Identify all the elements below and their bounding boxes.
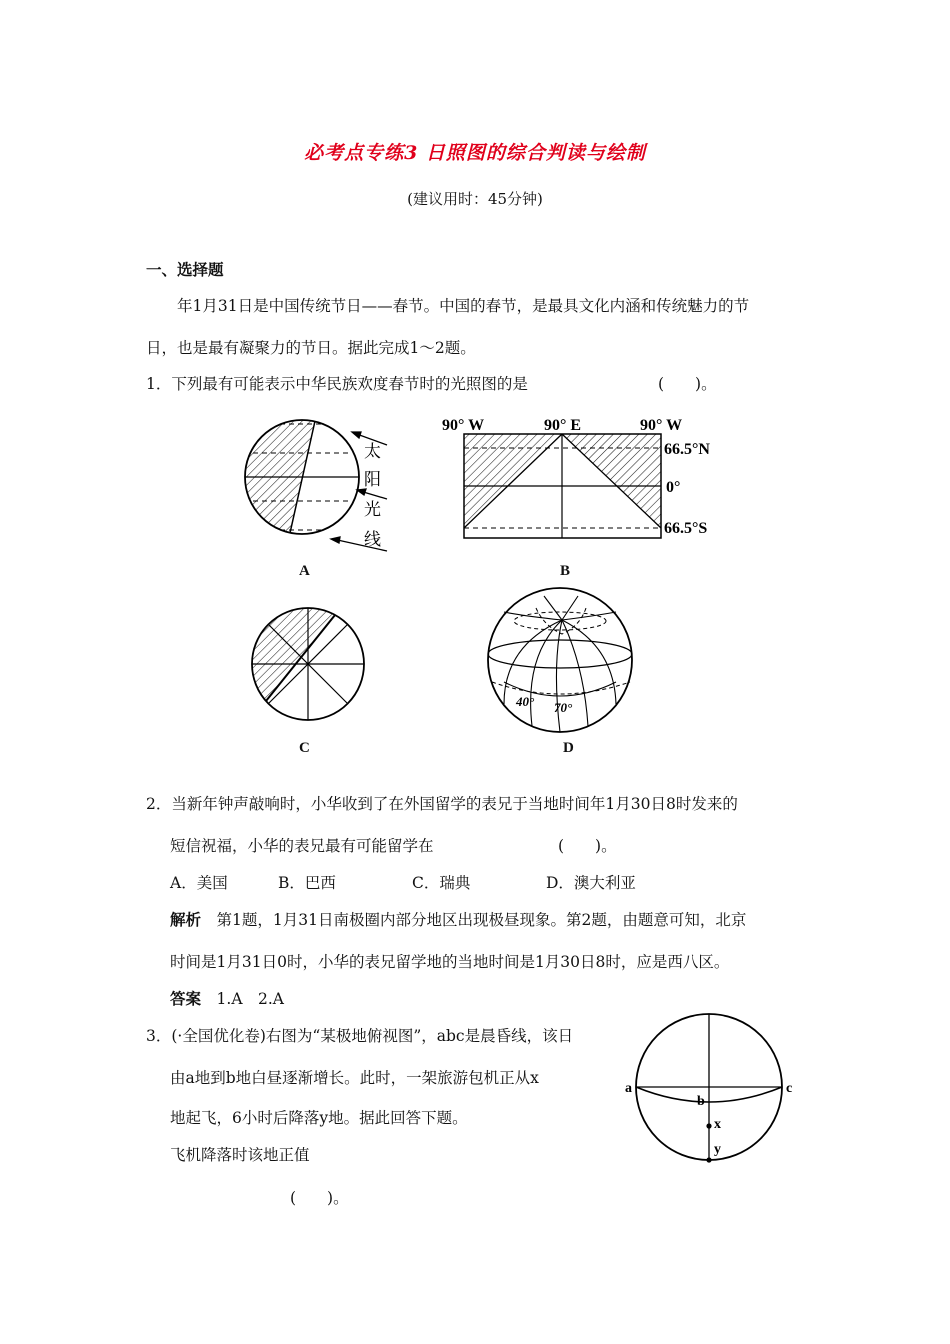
figure-d-globe — [484, 586, 640, 736]
analysis-line-2: 时间是1月31日0时，小华的表兄留学地的当地时间是1月30日8时，应是西八区。 — [170, 953, 730, 971]
figure-q3-label-x: x — [714, 1117, 721, 1132]
answer — [170, 987, 284, 1009]
figure-a-sun-text-2: 阳 — [364, 470, 381, 489]
question-3-number: 3． — [146, 1027, 172, 1045]
figure-d-label: D — [563, 740, 574, 756]
figure-a-night-area — [245, 420, 315, 533]
figure-d-lat-label-1: 40° — [516, 694, 535, 709]
figure-c-label: C — [299, 740, 310, 756]
figure-q3-label-c: c — [786, 1081, 793, 1096]
figure-a-label: A — [299, 563, 310, 579]
page-subtitle: (建议用时：45分钟) — [407, 190, 543, 208]
figure-a-sun-text-1: 太 — [364, 442, 381, 461]
question-3-line-2: 由a地到b地白昼逐渐增长。此时，一架旅游包机正从x — [170, 1069, 539, 1087]
page-title: 必考点专练3 日照图的综合判读与绘制 — [304, 142, 646, 164]
question-1-answer-bracket: ( )。 — [658, 375, 717, 393]
figure-b-lon-label-2: 90° E — [544, 417, 582, 434]
question-2-line-2: 短信祝福，小华的表兄最有可能留学在 — [170, 837, 434, 855]
figure-b-lat-label-2: 0° — [666, 479, 681, 496]
question-2-line-1: 当新年钟声敲响时，小华收到了在外国留学的表兄于当地时间年1月30日8时发来的 — [171, 795, 738, 813]
figure-q3-point-x — [706, 1123, 711, 1128]
figure-b-lat-label-3: 66.5°S — [664, 520, 708, 537]
figure-b-lat-label-1: 66.5°N — [664, 441, 710, 458]
question-3-answer-bracket: ( )。 — [290, 1189, 349, 1207]
figure-b-lon-label-3: 90° W — [640, 417, 683, 434]
figure-a-sun-text-3: 光 — [364, 500, 381, 519]
analysis-label: 解析 — [170, 910, 202, 929]
intro-line-1: 年1月31日是中国传统节日——春节。中国的春节，是最具文化内涵和传统魅力的节 — [177, 297, 750, 315]
figure-q3-label-y: y — [714, 1142, 721, 1157]
question-1 — [146, 372, 528, 394]
intro-line-2: 日，也是最有凝聚力的节日。据此完成1～2题。 — [146, 339, 476, 357]
section-heading: 一、选择题 — [146, 260, 224, 279]
figure-q3-polar-view — [622, 1012, 802, 1167]
answer-text: 1.A 2.A — [216, 990, 284, 1008]
figure-q3-label-b: b — [697, 1094, 705, 1109]
question-2-option-c: C．瑞典 — [412, 874, 471, 892]
question-3-line-4: 飞机降落时该地正值 — [170, 1146, 310, 1164]
question-3-source: (·全国优化卷) — [171, 1027, 266, 1045]
figure-b-label: B — [560, 563, 571, 579]
figure-q3-label-a: a — [625, 1081, 632, 1096]
question-3 — [146, 1024, 573, 1046]
question-3-line-3: 地起飞，6小时后降落y地。据此回答下题。 — [170, 1109, 468, 1127]
figure-c-night-area — [252, 608, 335, 701]
question-2-answer-bracket: ( )。 — [558, 837, 617, 855]
question-3-line-1: 右图为“某极地俯视图”，abc是晨昏线，该日 — [265, 1027, 574, 1045]
question-1-number: 1． — [146, 375, 172, 393]
question-2-option-a: A．美国 — [170, 874, 228, 892]
question-1-text: 下列最有可能表示中华民族欢度春节时的光照图的是 — [171, 375, 528, 393]
figure-c-illumination — [244, 600, 374, 730]
figure-a-illumination — [240, 415, 410, 585]
question-2-number: 2． — [146, 795, 172, 813]
question-2-option-d: D．澳大利亚 — [546, 874, 636, 892]
question-2 — [146, 792, 738, 814]
analysis-line-1: 第1题，1月31日南极圈内部分地区出现极昼现象。第2题，由题意可知，北京 — [216, 911, 747, 929]
figure-b-lon-label-1: 90° W — [442, 417, 485, 434]
question-2-option-b: B．巴西 — [278, 874, 336, 892]
figure-q3-point-y — [706, 1157, 711, 1162]
answer-label: 答案 — [170, 989, 202, 1008]
analysis — [170, 908, 746, 930]
figure-a-sun-text-4: 线 — [364, 530, 381, 549]
figure-b-illumination — [440, 412, 730, 542]
figure-d-lat-label-2: 70° — [554, 700, 573, 715]
